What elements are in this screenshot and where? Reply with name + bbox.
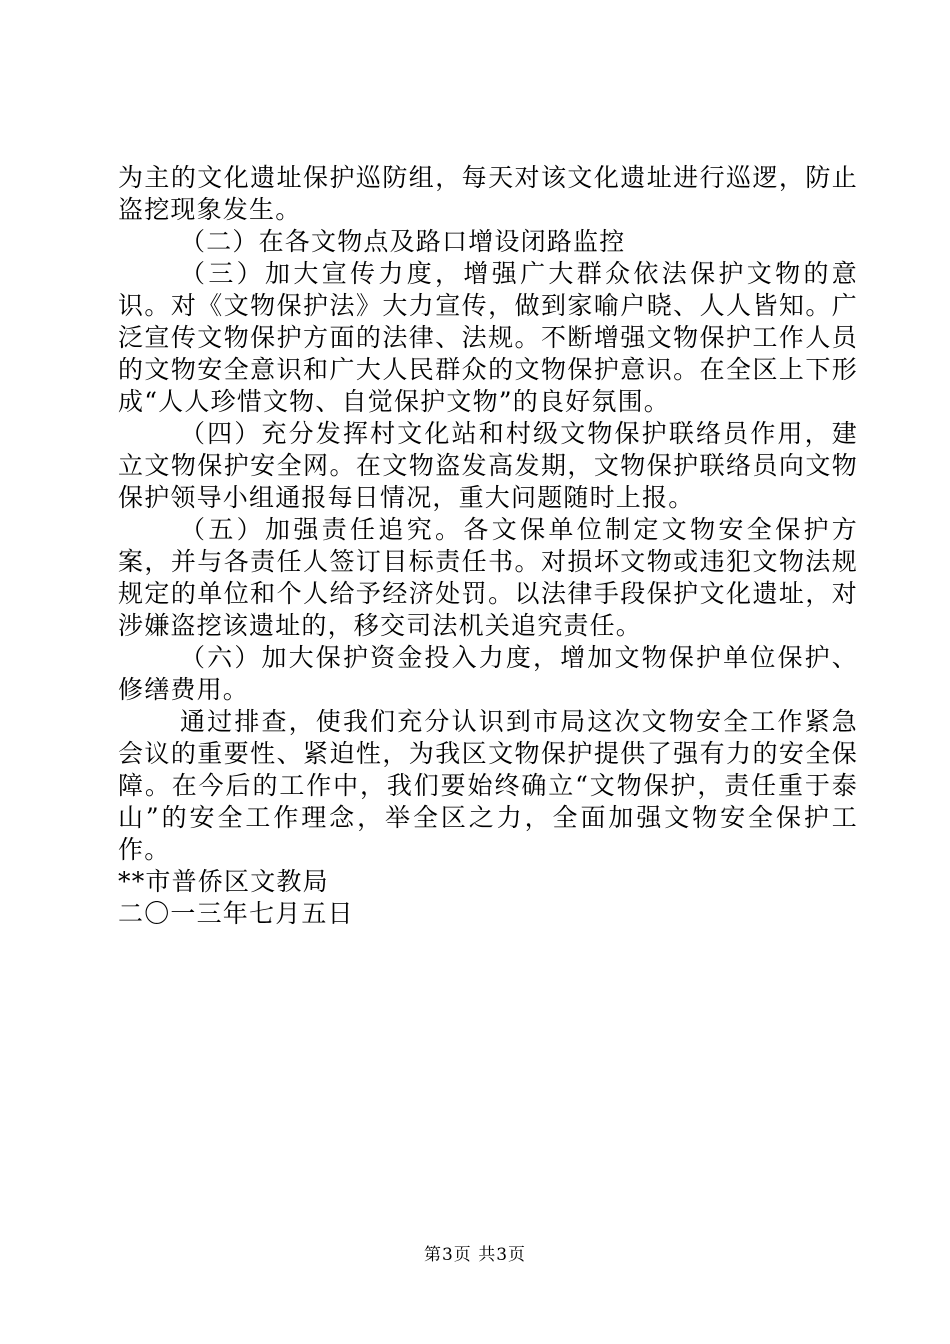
signature-organization: **市普侨区文教局 bbox=[118, 867, 329, 896]
signature-date: 二〇一三年七月五日 bbox=[118, 899, 354, 928]
paragraph-item-6: （六）加大保护资金投入力度，增加文物保护单位保护、修缮费用。 bbox=[118, 643, 858, 704]
document-body bbox=[118, 162, 858, 930]
paragraph-patrol-continued: 为主的文化遗址保护巡防组，每天对该文化遗址进行巡逻，防止盗挖现象发生。 bbox=[118, 163, 858, 224]
paragraph-item-4: （四）充分发挥村文化站和村级文物保护联络员作用，建立文物保护安全网。在文物盗发高发期，文物保护联络员向文物保护领导小组通报每日情况，重大问题随时上报。 bbox=[118, 419, 858, 512]
paragraph-item-3: （三）加大宣传力度，增强广大群众依法保护文物的意识。对《文物保护法》大力宣传，做到家喻户晓、人人皆知。广泛宣传文物保护方面的法律、法规。不断增强文物保护工作人员的文物安全意识和广大人民群众的文物保护意识。在全区上下形成“人人珍惜文物、自觉保护文物”的良好氛围。 bbox=[118, 259, 858, 416]
paragraph-conclusion: 通过排查，使我们充分认识到市局这次文物安全工作紧急会议的重要性、紧迫性，为我区文物保护提供了强有力的安全保障。在今后的工作中，我们要始终确立“文物保护，责任重于泰山”的安全工作理念，举全区之力，全面加强文物安全保护工作。 bbox=[118, 707, 858, 864]
paragraph-item-5: （五）加强责任追究。各文保单位制定文物安全保护方案，并与各责任人签订目标责任书。对损坏文物或违犯文物法规规定的单位和个人给予经济处罚。以法律手段保护文化遗址，对涉嫌盗挖该遗址的，移交司法机关追究责任。 bbox=[118, 515, 858, 640]
paragraph-item-2: （二）在各文物点及路口增设闭路监控 bbox=[180, 227, 626, 256]
page-footer: 第3页 共3页 bbox=[423, 1245, 527, 1265]
